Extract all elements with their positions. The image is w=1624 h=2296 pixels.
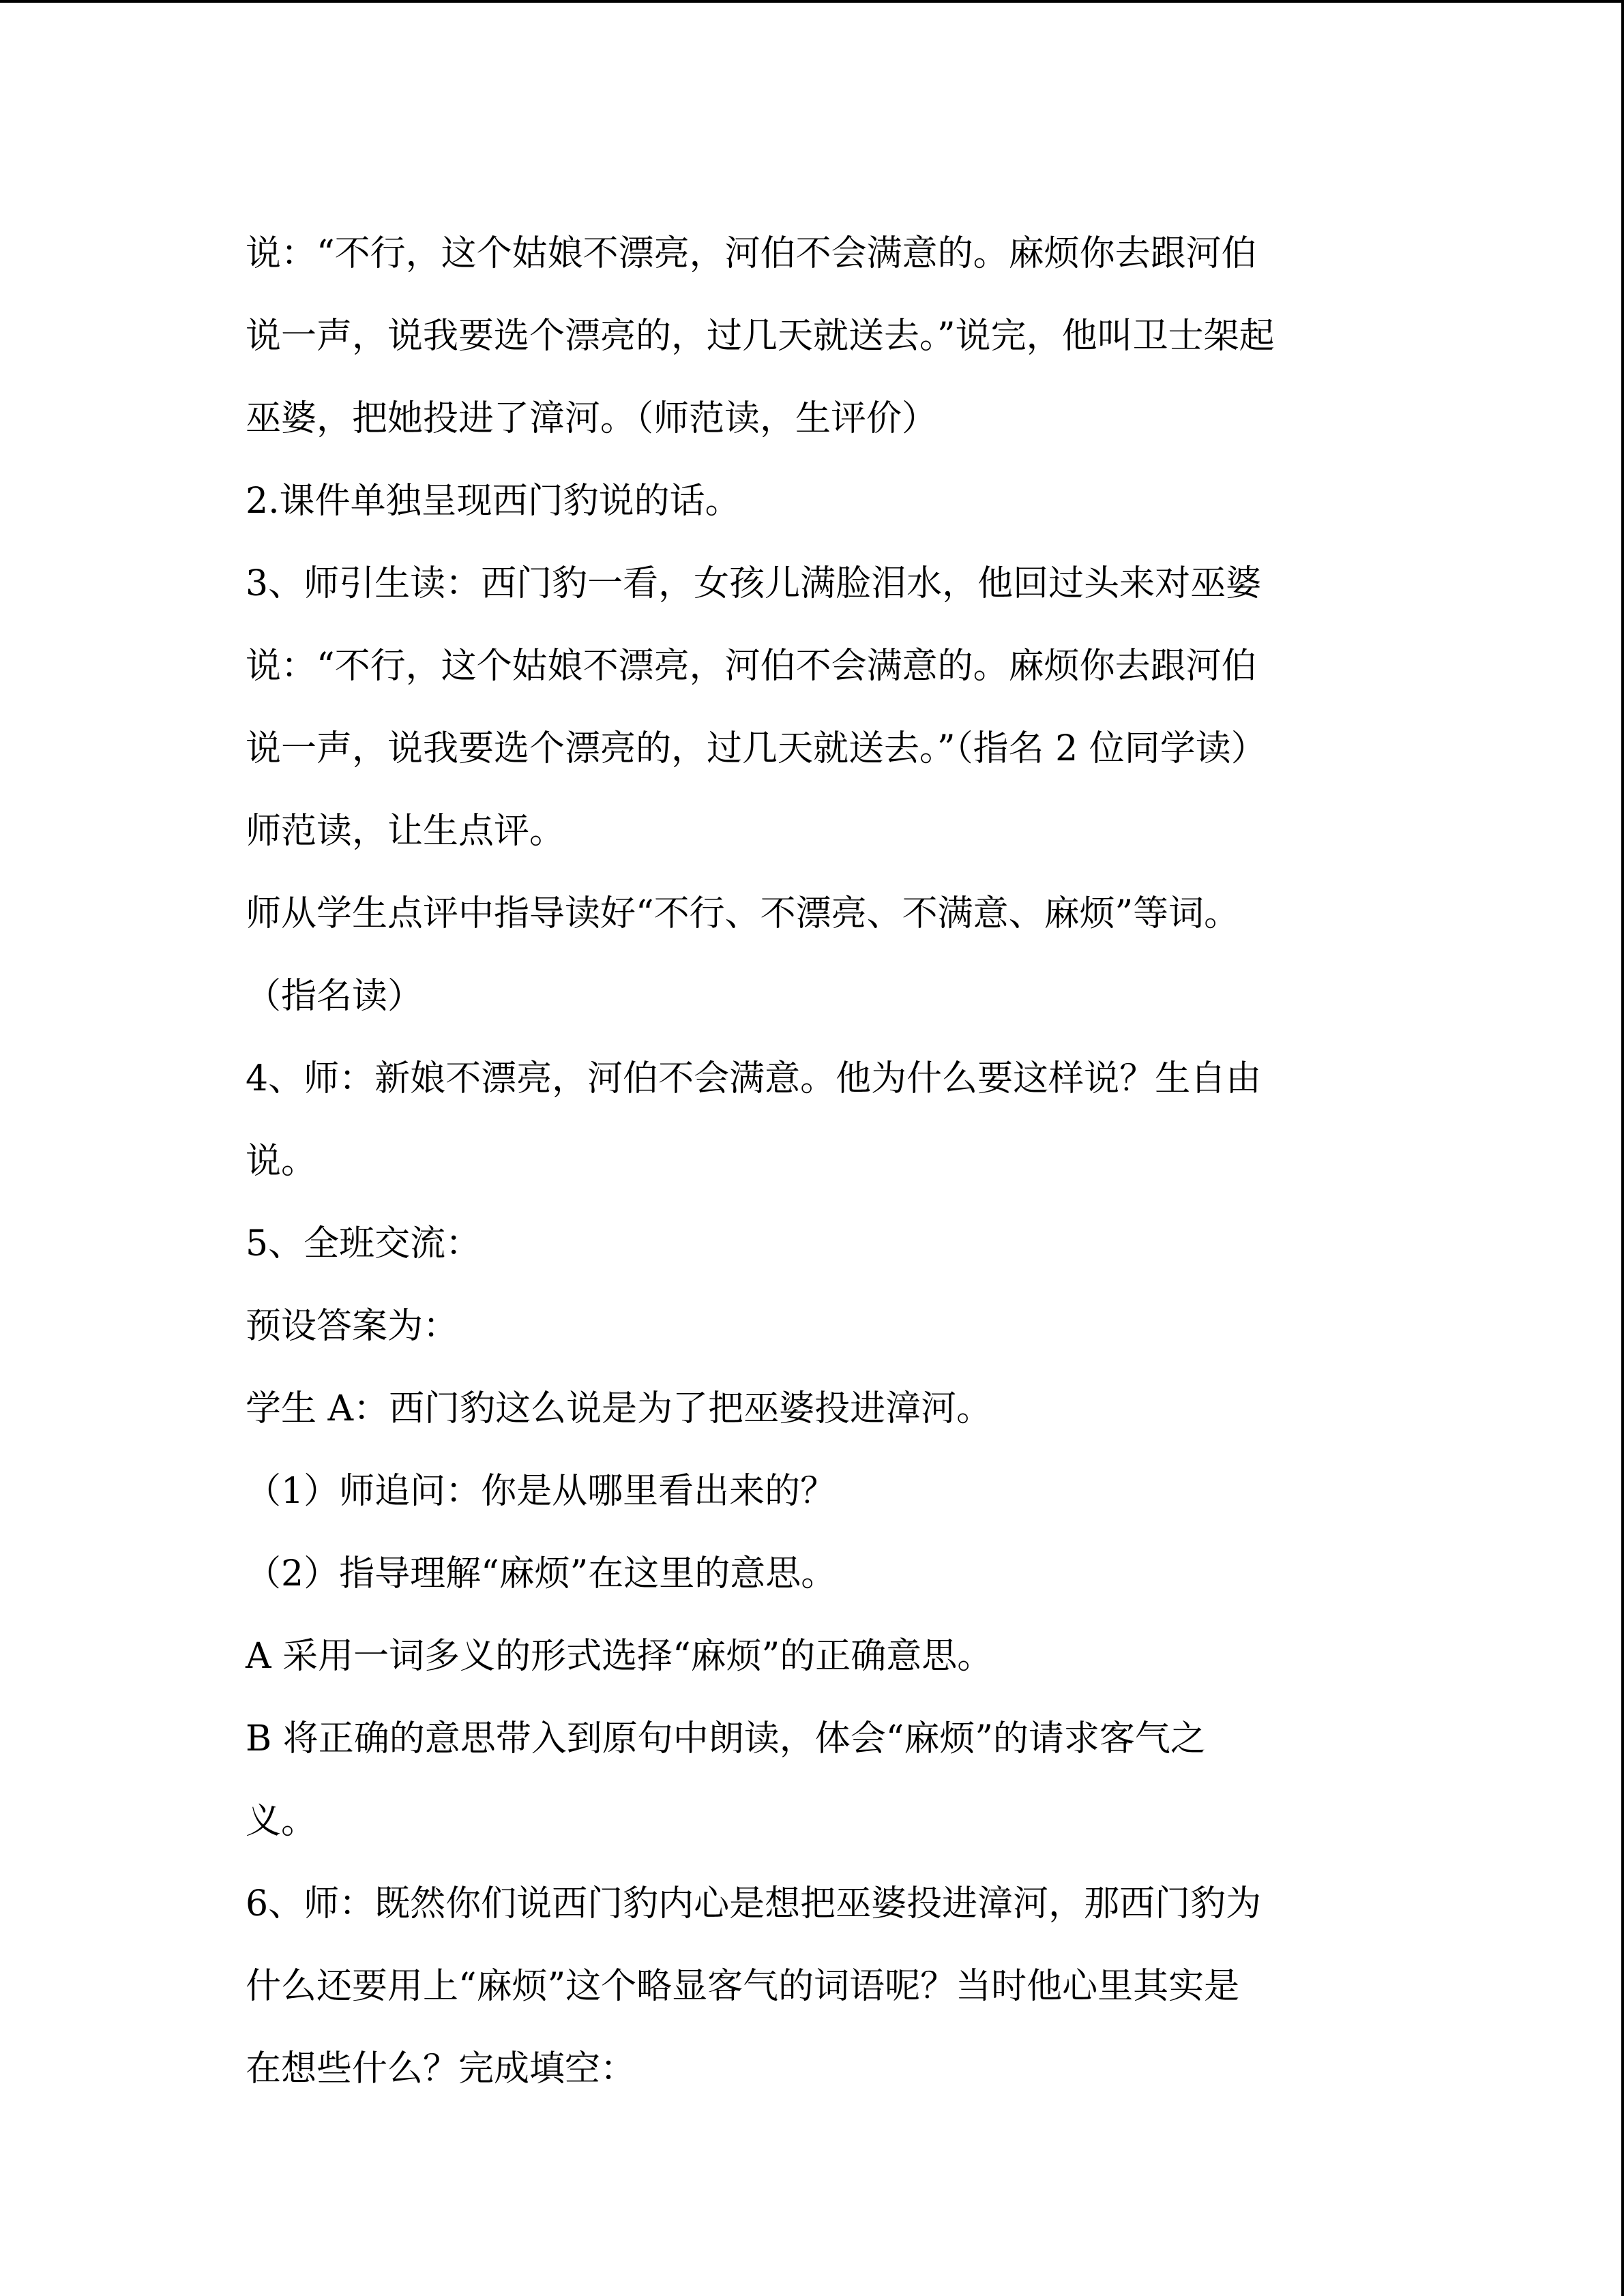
page-border-top	[0, 0, 1624, 3]
text-line: 说：“不行，这个姑娘不漂亮，河伯不会满意的。麻烦你去跟河伯	[246, 233, 1257, 274]
text-line: 5、全班交流：	[246, 1223, 482, 1264]
text-line: 说。	[246, 1141, 317, 1182]
text-line: 2.课件单独呈现西门豹说的话。	[246, 481, 741, 522]
text-line: 6、师：既然你们说西门豹内心是想把巫婆投进漳河，那西门豹为	[246, 1883, 1262, 1924]
text-line: 说：“不行，这个姑娘不漂亮，河伯不会满意的。麻烦你去跟河伯	[246, 646, 1257, 687]
text-line: （2）指导理解“麻烦”在这里的意思。	[246, 1553, 837, 1594]
text-line: （指名读）	[246, 976, 424, 1017]
text-line: A 采用一词多义的形式选择“麻烦”的正确意思。	[246, 1636, 993, 1677]
text-line: 说一声，说我要选个漂亮的，过几天就送去。”说完，他叫卫士架起	[246, 316, 1275, 357]
text-line: 师从学生点评中指导读好“不行、不漂亮、不满意、麻烦”等词。	[246, 893, 1240, 934]
text-line: 什么还要用上“麻烦”这个略显客气的词语呢？当时他心里其实是	[246, 1966, 1240, 2007]
text-line: 说一声，说我要选个漂亮的，过几天就送去。”（指名 2 位同学读）	[246, 728, 1267, 769]
text-line: B 将正确的意思带入到原句中朗读，体会“麻烦”的请求客气之	[246, 1718, 1206, 1759]
text-line: 预设答案为：	[246, 1306, 459, 1347]
text-line: 义。	[246, 1801, 317, 1842]
page-border-right	[1621, 0, 1624, 2296]
text-line: 3、师引生读：西门豹一看，女孩儿满脸泪水，他回过头来对巫婆	[246, 563, 1262, 604]
text-line: （1）师追问：你是从哪里看出来的？	[246, 1471, 836, 1512]
text-line: 学生 A：西门豹这么说是为了把巫婆投进漳河。	[246, 1388, 992, 1429]
text-line: 师范读，让生点评。	[246, 811, 565, 852]
text-line: 在想些什么？完成填空：	[246, 2048, 636, 2089]
text-line: 4、师：新娘不漂亮，河伯不会满意。他为什么要这样说？生自由	[246, 1058, 1262, 1099]
text-line: 巫婆，把她投进了漳河。（师范读，生评价）	[246, 398, 938, 439]
document-body	[246, 213, 1391, 2111]
